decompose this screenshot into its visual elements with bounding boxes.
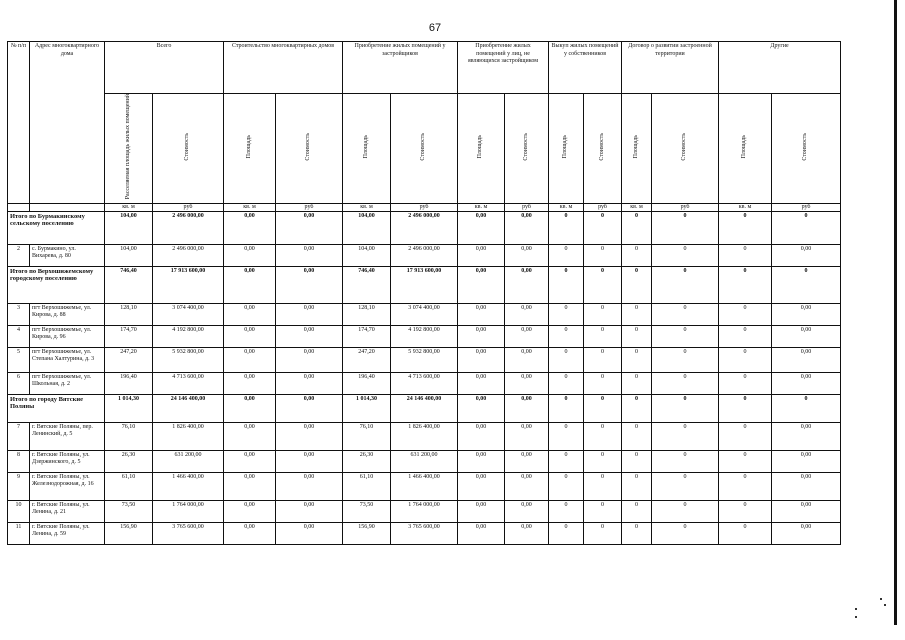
cell-value: 0,00 [276, 450, 343, 472]
row-address: г. Вятские Поляны, ул. Ленина, д. 21 [30, 500, 105, 522]
table-total-row [8, 394, 841, 422]
cell-value: 0 [652, 211, 719, 244]
cell-value: 5 932 800,00 [391, 347, 458, 372]
cell-value: 73,50 [343, 500, 391, 522]
cell-value: 0,00 [224, 394, 276, 422]
cell-value: 0,00 [505, 450, 549, 472]
row-address: г. Вятские Поляны, ул. Железнодорожная, д. 16 [30, 472, 105, 500]
cell-value: 1 466 400,00 [153, 472, 224, 500]
cell-value: 1 764 000,00 [391, 500, 458, 522]
unit-rub: руб [391, 203, 458, 211]
header-sub-cost: Стоимость [153, 94, 224, 204]
cell-value: 1 014,30 [105, 394, 153, 422]
table-row [8, 422, 841, 450]
cell-value: 0,00 [224, 211, 276, 244]
header-sub-cost: Стоимость [772, 94, 841, 204]
header-sub-cost: Стоимость [391, 94, 458, 204]
unit-rub: руб [772, 203, 841, 211]
cell-value: 0 [549, 522, 584, 544]
table-row [8, 244, 841, 266]
header-sub-area-total: Расселяемая площадь жилых помещений [105, 94, 153, 204]
row-number: 10 [8, 500, 30, 522]
cell-value: 0 [549, 422, 584, 450]
header-address: Адрес многоквартирного дома [30, 42, 105, 204]
header-group-other: Другие [719, 42, 841, 94]
cell-value: 24 146 400,00 [153, 394, 224, 422]
cell-value: 0,00 [505, 303, 549, 325]
cell-value: 746,40 [105, 266, 153, 303]
cell-value: 0 [549, 303, 584, 325]
cell-value: 0,00 [276, 394, 343, 422]
cell-value: 4 192 800,00 [153, 325, 224, 347]
header-group-buyout: Выкуп жилых помещений у собственников [549, 42, 622, 94]
cell-value: 0,00 [224, 522, 276, 544]
cell-value: 0,00 [505, 211, 549, 244]
cell-value: 0 [622, 394, 652, 422]
row-address: с. Бурмакино, ул. Вихарева, д. 80 [30, 244, 105, 266]
row-label: Итого по городу Вятские Поляны [8, 394, 105, 422]
cell-value: 0 [719, 394, 772, 422]
table-row [8, 347, 841, 372]
cell-value: 76,10 [105, 422, 153, 450]
cell-value: 0,00 [458, 372, 505, 394]
header-row-groups [8, 42, 841, 94]
cell-value: 0,00 [224, 450, 276, 472]
cell-value: 0 [584, 325, 622, 347]
cell-value: 0 [549, 394, 584, 422]
cell-value: 0 [584, 347, 622, 372]
cell-value: 0,00 [276, 347, 343, 372]
cell-value: 0 [622, 211, 652, 244]
header-group-purchase-nondevelopers: Приобретение жилых помещений у лиц, не являющихся застройщиком [458, 42, 549, 94]
cell-value: 0 [719, 522, 772, 544]
row-address: пгт Верхошижемье, ул. Кирова, д. 96 [30, 325, 105, 347]
cell-value: 0,00 [458, 303, 505, 325]
cell-value: 0,00 [276, 372, 343, 394]
cell-value: 0,00 [276, 211, 343, 244]
cell-value: 0 [584, 211, 622, 244]
cell-value: 0,00 [772, 472, 841, 500]
header-sub-area: Площадь [549, 94, 584, 204]
cell-value: 0,00 [224, 472, 276, 500]
cell-value: 156,90 [343, 522, 391, 544]
unit-rub: руб [276, 203, 343, 211]
cell-value: 4 192 800,00 [391, 325, 458, 347]
cell-value: 24 146 400,00 [391, 394, 458, 422]
cell-value: 0,00 [458, 472, 505, 500]
cell-value: 0,00 [505, 422, 549, 450]
row-number: 6 [8, 372, 30, 394]
cell-value: 3 074 400,00 [391, 303, 458, 325]
cell-value: 0,00 [505, 347, 549, 372]
unit-rub: руб [652, 203, 719, 211]
cell-value: 0,00 [224, 500, 276, 522]
cell-value: 0 [719, 266, 772, 303]
cell-value: 3 765 600,00 [153, 522, 224, 544]
cell-value: 0 [549, 347, 584, 372]
row-number: 11 [8, 522, 30, 544]
cell-value: 2 496 000,00 [153, 211, 224, 244]
cell-value: 0,00 [276, 500, 343, 522]
unit-sqm: кв. м [343, 203, 391, 211]
unit-sqm: кв. м [622, 203, 652, 211]
cell-value: 0,00 [772, 244, 841, 266]
cell-value: 0,00 [772, 303, 841, 325]
cell-value: 128,10 [343, 303, 391, 325]
cell-value: 76,10 [343, 422, 391, 450]
cell-value: 0 [719, 244, 772, 266]
cell-value: 0,00 [505, 244, 549, 266]
cell-value: 1 014,30 [343, 394, 391, 422]
unit-rub: руб [505, 203, 549, 211]
units-empty [30, 203, 105, 211]
cell-value: 0,00 [505, 522, 549, 544]
cell-value: 0 [584, 372, 622, 394]
cell-value: 0,00 [458, 500, 505, 522]
cell-value: 1 826 400,00 [153, 422, 224, 450]
cell-value: 3 765 600,00 [391, 522, 458, 544]
cell-value: 0 [549, 372, 584, 394]
row-number: 5 [8, 347, 30, 372]
cell-value: 0,00 [458, 266, 505, 303]
cell-value: 0 [719, 372, 772, 394]
unit-sqm: кв. м [549, 203, 584, 211]
cell-value: 0,00 [224, 422, 276, 450]
cell-value: 17 913 600,00 [391, 266, 458, 303]
row-number: 4 [8, 325, 30, 347]
cell-value: 0 [549, 244, 584, 266]
cell-value: 0,00 [772, 522, 841, 544]
cell-value: 0 [652, 347, 719, 372]
row-label: Итого по Бурмакинскому сельскому поселению [8, 211, 105, 244]
cell-value: 61,10 [105, 472, 153, 500]
cell-value: 247,20 [343, 347, 391, 372]
cell-value: 0 [719, 422, 772, 450]
cell-value: 0,00 [224, 372, 276, 394]
cell-value: 0,00 [772, 347, 841, 372]
cell-value: 26,30 [105, 450, 153, 472]
units-empty [8, 203, 30, 211]
cell-value: 0 [549, 266, 584, 303]
cell-value: 247,20 [105, 347, 153, 372]
cell-value: 0,00 [276, 244, 343, 266]
cell-value: 0 [622, 450, 652, 472]
cell-value: 0 [622, 372, 652, 394]
cell-value: 0 [719, 211, 772, 244]
cell-value: 0,00 [458, 244, 505, 266]
cell-value: 0,00 [505, 472, 549, 500]
cell-value: 0 [652, 266, 719, 303]
cell-value: 0 [622, 244, 652, 266]
row-number: 2 [8, 244, 30, 266]
cell-value: 631 200,00 [153, 450, 224, 472]
cell-value: 0,00 [224, 244, 276, 266]
table-row [8, 325, 841, 347]
cell-value: 156,90 [105, 522, 153, 544]
cell-value: 631 200,00 [391, 450, 458, 472]
cell-value: 0 [584, 472, 622, 500]
cell-value: 4 713 600,00 [153, 372, 224, 394]
unit-sqm: кв. м [719, 203, 772, 211]
table-row [8, 522, 841, 544]
cell-value: 0,00 [505, 394, 549, 422]
cell-value: 0,00 [772, 500, 841, 522]
cell-value: 0 [652, 472, 719, 500]
cell-value: 0 [549, 325, 584, 347]
cell-value: 0 [584, 266, 622, 303]
cell-value: 128,10 [105, 303, 153, 325]
cell-value: 0 [719, 347, 772, 372]
cell-value: 104,00 [105, 244, 153, 266]
scan-edge-line [894, 0, 897, 625]
header-units-row [8, 203, 841, 211]
row-address: пгт Верхошижемье, ул. Степана Халтурина, д. 3 [30, 347, 105, 372]
header-group-total: Всего [105, 42, 224, 94]
table-total-row [8, 211, 841, 244]
cell-value: 0,00 [458, 211, 505, 244]
row-number: 8 [8, 450, 30, 472]
table-total-row [8, 266, 841, 303]
cell-value: 0 [622, 266, 652, 303]
unit-sqm: кв. м [105, 203, 153, 211]
cell-value: 0,00 [276, 522, 343, 544]
cell-value: 0 [584, 522, 622, 544]
cell-value: 0 [719, 500, 772, 522]
scan-speck [855, 616, 857, 618]
cell-value: 104,00 [343, 211, 391, 244]
scan-speck [880, 598, 882, 600]
cell-value: 0 [652, 244, 719, 266]
row-address: пгт Верхошижемье, ул. Школьная, д. 2 [30, 372, 105, 394]
cell-value: 0 [622, 472, 652, 500]
cell-value: 0 [719, 450, 772, 472]
header-sub-area: Площадь [622, 94, 652, 204]
cell-value: 0 [549, 450, 584, 472]
cell-value: 0,00 [505, 266, 549, 303]
row-number: 7 [8, 422, 30, 450]
cell-value: 0 [622, 325, 652, 347]
cell-value: 0,00 [772, 422, 841, 450]
cell-value: 61,10 [343, 472, 391, 500]
row-address: г. Вятские Поляны, пер. Ленинский, д. 5 [30, 422, 105, 450]
cell-value: 0,00 [772, 325, 841, 347]
cell-value: 0 [584, 244, 622, 266]
cell-value: 0 [652, 500, 719, 522]
cell-value: 17 913 600,00 [153, 266, 224, 303]
cell-value: 0,00 [458, 522, 505, 544]
cell-value: 0,00 [276, 303, 343, 325]
resettlement-table [7, 41, 841, 545]
cell-value: 104,00 [105, 211, 153, 244]
cell-value: 0 [622, 500, 652, 522]
cell-value: 0 [652, 522, 719, 544]
cell-value: 0 [584, 303, 622, 325]
scan-speck [855, 608, 857, 610]
cell-value: 0,00 [276, 325, 343, 347]
cell-value: 0,00 [458, 347, 505, 372]
cell-value: 0,00 [458, 325, 505, 347]
cell-value: 174,70 [105, 325, 153, 347]
cell-value: 0 [622, 422, 652, 450]
cell-value: 73,50 [105, 500, 153, 522]
cell-value: 26,30 [343, 450, 391, 472]
cell-value: 0 [622, 522, 652, 544]
cell-value: 0 [584, 394, 622, 422]
cell-value: 0,00 [458, 450, 505, 472]
cell-value: 0 [652, 450, 719, 472]
cell-value: 2 496 000,00 [153, 244, 224, 266]
cell-value: 0 [652, 422, 719, 450]
cell-value: 196,40 [105, 372, 153, 394]
header-num: № п/п [8, 42, 30, 204]
cell-value: 0 [549, 472, 584, 500]
cell-value: 174,70 [343, 325, 391, 347]
cell-value: 0 [719, 325, 772, 347]
table-row [8, 372, 841, 394]
cell-value: 4 713 600,00 [391, 372, 458, 394]
header-group-development-agreement: Договор о развитии застроенной территории [622, 42, 719, 94]
header-row-sub [8, 94, 841, 204]
cell-value: 0 [772, 211, 841, 244]
header-sub-cost: Стоимость [276, 94, 343, 204]
table-row [8, 472, 841, 500]
cell-value: 0,00 [276, 472, 343, 500]
header-sub-cost: Стоимость [584, 94, 622, 204]
header-group-construction: Строительство многоквартирных домов [224, 42, 343, 94]
cell-value: 746,40 [343, 266, 391, 303]
cell-value: 0,00 [224, 303, 276, 325]
header-sub-cost: Стоимость [652, 94, 719, 204]
cell-value: 2 496 000,00 [391, 211, 458, 244]
cell-value: 0 [719, 303, 772, 325]
table-row [8, 500, 841, 522]
cell-value: 0 [772, 394, 841, 422]
cell-value: 0,00 [276, 422, 343, 450]
unit-sqm: кв. м [224, 203, 276, 211]
cell-value: 0,00 [224, 325, 276, 347]
row-address: г. Вятские Поляны, ул. Дзержинского, д. 5 [30, 450, 105, 472]
header-group-purchase-developers: Приобретение жилых помещений у застройщиков [343, 42, 458, 94]
cell-value: 104,00 [343, 244, 391, 266]
cell-value: 1 466 400,00 [391, 472, 458, 500]
cell-value: 0 [652, 325, 719, 347]
cell-value: 0 [622, 347, 652, 372]
cell-value: 0 [584, 450, 622, 472]
cell-value: 0 [652, 303, 719, 325]
cell-value: 0,00 [505, 500, 549, 522]
scan-speck [884, 604, 886, 606]
header-sub-area: Площадь [224, 94, 276, 204]
row-number: 9 [8, 472, 30, 500]
cell-value: 0,00 [224, 347, 276, 372]
cell-value: 0,00 [458, 394, 505, 422]
cell-value: 0,00 [458, 422, 505, 450]
cell-value: 0 [584, 500, 622, 522]
cell-value: 0 [622, 303, 652, 325]
header-sub-cost: Стоимость [505, 94, 549, 204]
cell-value: 0,00 [505, 325, 549, 347]
header-sub-area: Площадь [343, 94, 391, 204]
cell-value: 0,00 [772, 450, 841, 472]
cell-value: 1 764 000,00 [153, 500, 224, 522]
cell-value: 2 496 000,00 [391, 244, 458, 266]
table-row [8, 450, 841, 472]
cell-value: 5 932 800,00 [153, 347, 224, 372]
cell-value: 3 074 400,00 [153, 303, 224, 325]
table-row [8, 303, 841, 325]
unit-rub: руб [584, 203, 622, 211]
unit-sqm: кв. м [458, 203, 505, 211]
cell-value: 0 [652, 372, 719, 394]
row-label: Итого по Верхошижемскому городскому поселению [8, 266, 105, 303]
cell-value: 0 [719, 472, 772, 500]
header-sub-area: Площадь [719, 94, 772, 204]
unit-rub: руб [153, 203, 224, 211]
cell-value: 0 [652, 394, 719, 422]
cell-value: 196,40 [343, 372, 391, 394]
cell-value: 0,00 [276, 266, 343, 303]
header-sub-area: Площадь [458, 94, 505, 204]
cell-value: 0 [772, 266, 841, 303]
cell-value: 0 [549, 211, 584, 244]
page-number: 67 [428, 22, 442, 34]
cell-value: 0 [584, 422, 622, 450]
row-address: пгт Верхошижемье, ул. Кирова, д. 88 [30, 303, 105, 325]
cell-value: 0,00 [772, 372, 841, 394]
row-number: 3 [8, 303, 30, 325]
cell-value: 0,00 [505, 372, 549, 394]
cell-value: 0 [549, 500, 584, 522]
row-address: г. Вятские Поляны, ул. Ленина, д. 59 [30, 522, 105, 544]
cell-value: 1 826 400,00 [391, 422, 458, 450]
cell-value: 0,00 [224, 266, 276, 303]
